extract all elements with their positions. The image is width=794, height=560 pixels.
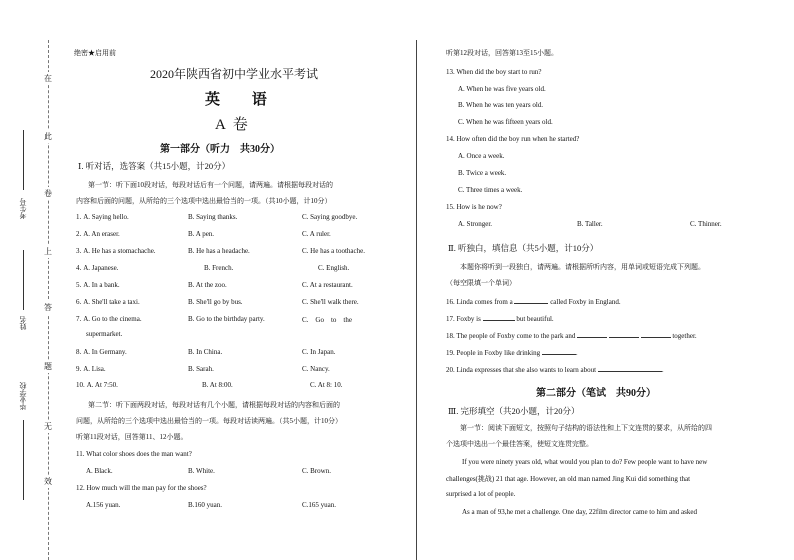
binding-char: 此	[44, 132, 52, 141]
instruction-line: 内容和后面的问题，从所给的三个选项中选出最恰当的一项。（共10小题，计10分）	[76, 197, 332, 205]
fill-question	[446, 364, 664, 374]
fill-question	[446, 347, 578, 357]
fill-text: 18. The people of Foxby come to the park and	[446, 332, 576, 340]
option-c: C. At 8: 10.	[310, 381, 343, 389]
option-b: B. He has a headache.	[188, 247, 250, 255]
fill-text: but beautiful.	[516, 315, 554, 323]
binding-char: 答	[44, 303, 52, 312]
question-number: 7.	[76, 315, 82, 323]
instruction-line: 听第11段对话，回答第11、12小题。	[76, 433, 188, 441]
section3-title: Ⅲ. 完形填空（共20小题，计20分）	[448, 406, 580, 416]
question-stem: 11. What color shoes does the man want?	[76, 450, 192, 458]
option-b: B. In China.	[188, 348, 223, 356]
option-a: A. Saying hello.	[83, 213, 129, 221]
question-number: 10.	[76, 381, 85, 389]
answer-blank[interactable]	[641, 330, 671, 338]
option-a: A. Go to the cinema.	[83, 315, 142, 323]
secret-tag: 绝密★启用前	[74, 49, 116, 57]
option-a: A. At 7:50.	[86, 381, 118, 389]
option-b: B. A pen.	[188, 230, 215, 238]
answer-blank[interactable]	[609, 330, 639, 338]
fill-question	[446, 313, 554, 323]
fill-text: 20. Linda expresses that she also wants to learn about	[446, 366, 597, 374]
binding-char: 题	[44, 362, 52, 371]
fill-text: called Foxby in England.	[550, 298, 621, 306]
fill-text: 16. Linda comes from a	[446, 298, 513, 306]
option-c: C. Thinner.	[690, 220, 722, 228]
option-a: A. Black.	[86, 467, 113, 475]
option-a: A. Japanese.	[83, 264, 119, 272]
answer-blank[interactable]	[598, 364, 662, 372]
option-b: B.160 yuan.	[188, 501, 223, 509]
fill-text: 17. Foxby is	[446, 315, 481, 323]
subject-title: 英 语	[205, 92, 281, 108]
fill-text: 19. People in Foxby like drinking	[446, 349, 541, 357]
question-number: 2.	[76, 230, 82, 238]
option-c: C. In Japan.	[302, 348, 336, 356]
option-a: A. He has a stomachache.	[83, 247, 156, 255]
option-b: B. At the zoo.	[188, 281, 227, 289]
option-c: C. Go to the	[302, 316, 352, 324]
field-label-exam-number: 考生号	[19, 198, 27, 219]
fill-text: .	[575, 349, 578, 357]
section1-title: Ⅰ. 听对话，选答案（共15小题，计20分）	[78, 161, 231, 171]
question-number: 1.	[76, 213, 82, 221]
option-b: B. At 8:00.	[202, 381, 233, 389]
instruction-line: 第二节：听下面两段对话，每段对话有几个小题，请根据每段对话的内容和后面的	[88, 401, 340, 409]
instruction-line: 本题你将听到一段独白，请两遍。请根据所听内容，用单词或短语完成下列题。	[460, 263, 705, 271]
field-label-school: 毕业学校	[19, 382, 27, 410]
passage-line: surprised a lot of people.	[446, 490, 516, 498]
option-c: C.165 yuan.	[302, 501, 337, 509]
field-line	[23, 250, 24, 310]
option-c: C. Three times a week.	[458, 186, 523, 194]
question-number: 9.	[76, 365, 82, 373]
binding-char: 无	[44, 422, 52, 431]
answer-blank[interactable]	[542, 347, 576, 355]
instruction-line: （每空限填一个单词）	[446, 279, 516, 287]
instruction-line: 第一节：阅读下面短文，按照句子结构的语法性和上下文连贯的要求，从所给的四	[460, 424, 712, 432]
field-line	[23, 130, 24, 190]
option-a: A. She'll take a taxi.	[83, 298, 140, 306]
option-c: C. She'll walk there.	[302, 298, 359, 306]
option-b: B. Twice a week.	[458, 169, 507, 177]
question-number: 5.	[76, 281, 82, 289]
option-c: C. A ruler.	[302, 230, 331, 238]
question-number: 4.	[76, 264, 82, 272]
column-divider	[416, 40, 417, 560]
question-number: 6.	[76, 298, 82, 306]
question-stem: 13. When did the boy start to run?	[446, 68, 542, 76]
instruction-line: 第一节：听下面10段对话，每段对话后有一个问题，请两遍。请根据每段对话的	[88, 181, 333, 189]
exam-title: 2020年陕西省初中学业水平考试	[150, 67, 319, 81]
question-stem: 12. How much will the man pay for the shoes?	[76, 484, 207, 492]
binding-char: 卷	[44, 189, 52, 198]
passage-line: challenges(挑战) 21 that age. However, an old man named Jing Kui did something that	[446, 475, 691, 483]
question-number: 8.	[76, 348, 82, 356]
question-number: 3.	[76, 247, 82, 255]
option-b: B. White.	[188, 467, 215, 475]
question-stem: 14. How often did the boy run when he started?	[446, 135, 580, 143]
field-label-name: 姓名	[19, 316, 27, 330]
section2-title: Ⅱ. 听独白，填信息（共5小题，计10分）	[448, 243, 599, 253]
instruction-line: 问题，从所给的三个选项中选出最恰当的一项。每段对话读两遍。（共5小题，计10分）	[76, 417, 342, 425]
fill-text: .	[661, 366, 664, 374]
instruction-line: 个选项中选出一个最佳答案，使短文连贯完整。	[446, 440, 593, 448]
option-b: B. Saying thanks.	[188, 213, 238, 221]
option-b: B. Go to the birthday party.	[188, 315, 265, 323]
option-c: C. Saying goodbye.	[302, 213, 358, 221]
option-a: A. In a bank.	[83, 281, 120, 289]
option-c: C. Brown.	[302, 467, 331, 475]
option-c: C. At a restaurant.	[302, 281, 353, 289]
paper-label: A 卷	[215, 117, 250, 133]
option-a: A. In Germany.	[83, 348, 127, 356]
fill-text: together.	[672, 332, 697, 340]
q7-continuation: supermarket.	[86, 330, 123, 338]
option-a: A. Stronger.	[458, 220, 493, 228]
fill-question	[446, 296, 621, 306]
binding-char: 效	[44, 477, 52, 486]
option-c: C. He has a toothache.	[302, 247, 365, 255]
option-b: B. Sarah.	[188, 365, 214, 373]
binding-char: 在	[44, 74, 52, 83]
option-c: C. When he was fifteen years old.	[458, 118, 553, 126]
option-b: B. Taller.	[577, 220, 603, 228]
option-a: A. When he was five years old.	[458, 85, 546, 93]
part1-title: 第一部分（听力 共30分）	[160, 144, 280, 155]
option-a: A. Lisa.	[83, 365, 106, 373]
answer-blank[interactable]	[514, 296, 548, 304]
part2-title: 第二部分（笔试 共90分）	[536, 388, 656, 399]
option-c: C. English.	[318, 264, 350, 272]
field-line	[23, 420, 24, 500]
answer-blank[interactable]	[577, 330, 607, 338]
option-a: A. Once a week.	[458, 152, 505, 160]
answer-blank[interactable]	[483, 313, 515, 321]
question-stem: 15. How is he now?	[446, 203, 502, 211]
option-b: B. French.	[204, 264, 234, 272]
passage-line: If you were ninety years old, what would you plan to do? Few people want to have new	[462, 458, 708, 466]
option-a: A. An eraser.	[83, 230, 120, 238]
option-b: B. She'll go by bus.	[188, 298, 243, 306]
option-c: C. Nancy.	[302, 365, 330, 373]
passage-line: As a man of 93,he met a challenge. One day, 22film director came to him and asked	[462, 508, 697, 516]
binding-char: 上	[44, 247, 52, 256]
option-a: A.156 yuan.	[86, 501, 121, 509]
dialogue-intro: 听第12段对话，回答第13至15小题。	[446, 49, 558, 57]
fill-question	[446, 330, 697, 340]
option-b: B. When he was ten years old.	[458, 101, 544, 109]
